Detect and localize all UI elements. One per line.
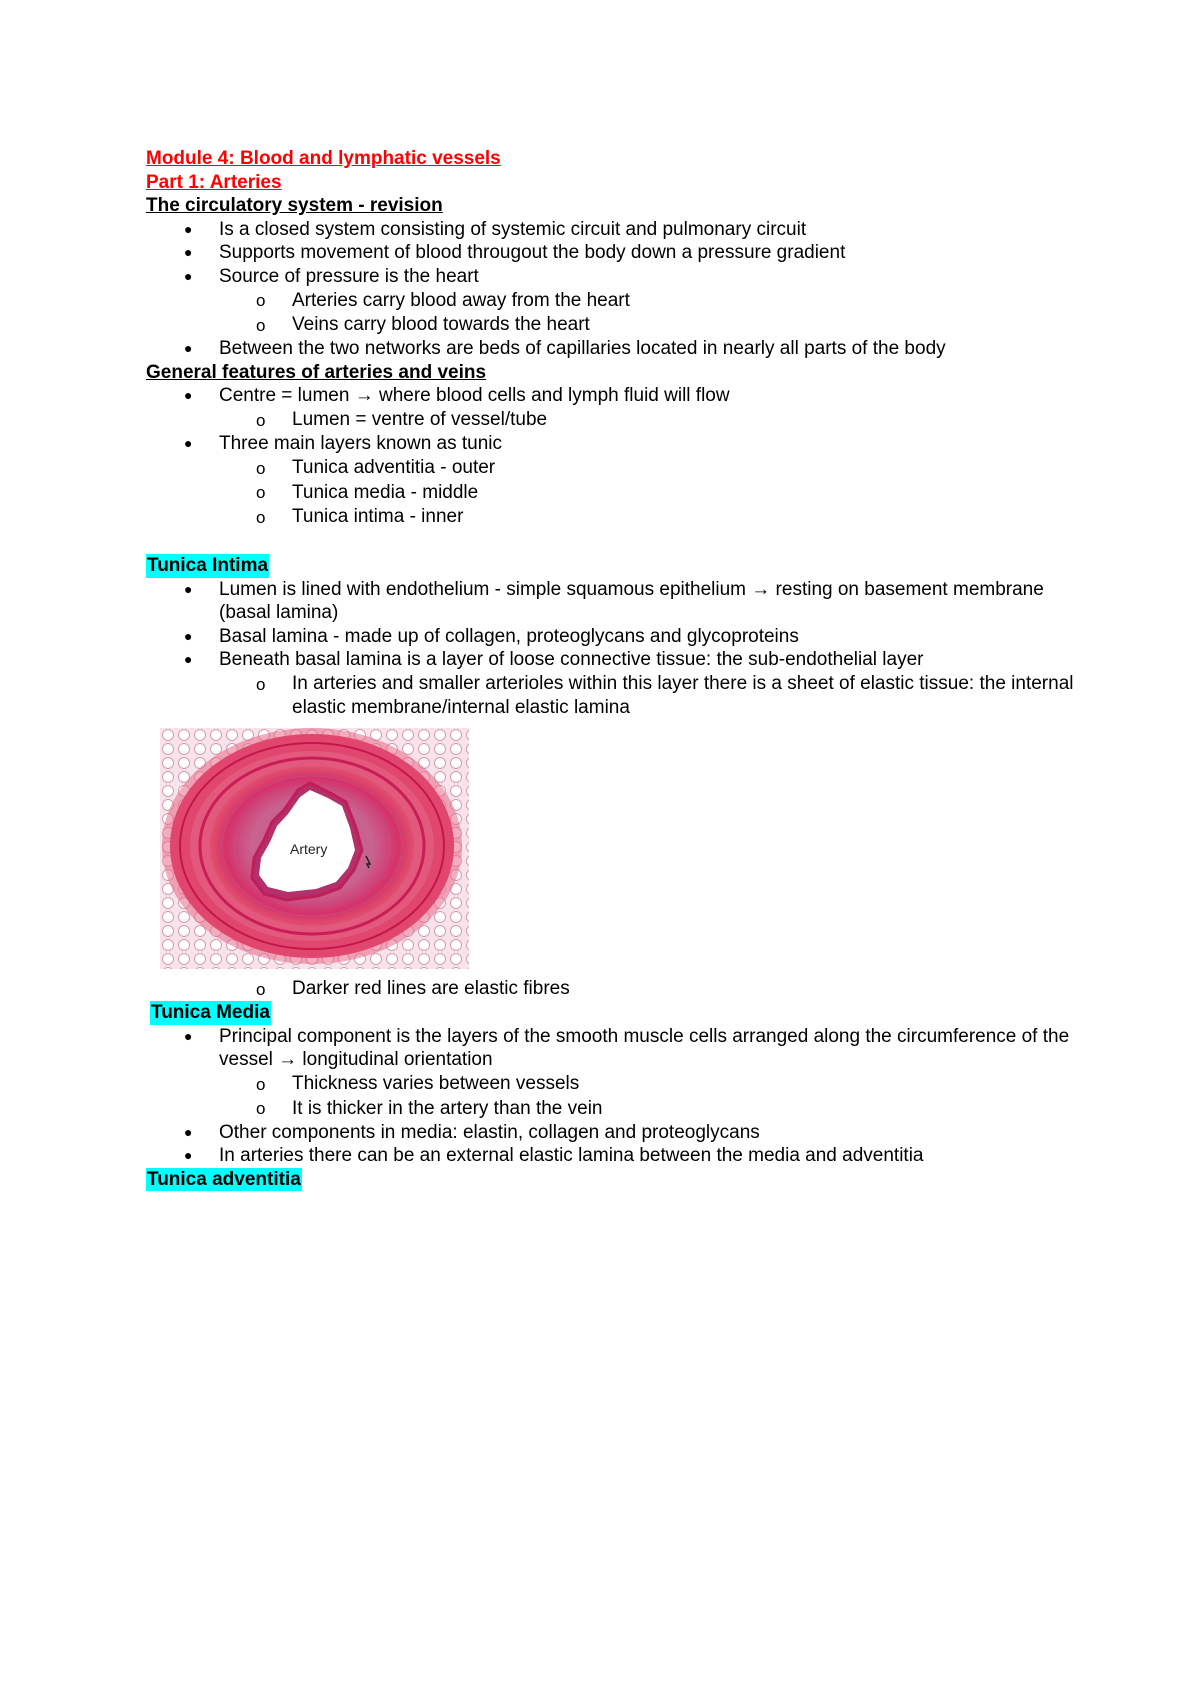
sub-bullet-list (146, 977, 1076, 1002)
list-item-text: Lumen is lined with endothelium - simple squamous epithelium → resting on basement membrane (basal lamina) (219, 578, 1044, 623)
sub-list-item (146, 505, 1076, 530)
list-item-text: Basal lamina - made up of collagen, proteoglycans and glycoproteins (219, 625, 799, 647)
bullet-icon: ● (184, 435, 193, 451)
sub-bullet-list (146, 408, 1076, 433)
circle-bullet-icon: o (256, 1099, 266, 1118)
sub-bullet-list (146, 1072, 1076, 1121)
part-title: Part 1: Arteries (146, 171, 282, 193)
sub-list-item (146, 672, 1076, 720)
circle-bullet-icon: o (256, 458, 266, 478)
list-item (146, 1121, 1076, 1145)
sub-list-item-text: Tunica intima - inner (292, 506, 464, 527)
bullet-icon: ● (184, 340, 193, 356)
figure-label: Artery (290, 840, 328, 857)
list-item (146, 218, 1076, 242)
bullet-list (146, 432, 1076, 456)
bullet-icon: ● (184, 1147, 193, 1163)
list-item (146, 337, 1076, 361)
section-heading: The circulatory system - revision (146, 195, 443, 216)
list-item-text: Three main layers known as tunic (219, 433, 503, 454)
list-item (146, 384, 1076, 408)
bullet-icon: ● (184, 627, 193, 644)
bullet-icon: ● (184, 651, 193, 667)
highlighted-heading: Tunica adventitia (147, 1168, 301, 1190)
sub-list-item-text: Thickness varies between vessels (292, 1073, 580, 1094)
bullet-list (146, 1121, 1076, 1168)
list-item (146, 1144, 1076, 1168)
circle-bullet-icon: o (256, 410, 266, 430)
blank-line (146, 529, 1076, 554)
artery-histology-image (160, 728, 469, 969)
sub-list-item (146, 288, 1076, 313)
circle-bullet-icon: o (256, 674, 266, 694)
list-item (146, 1025, 1076, 1072)
module-title: Module 4: Blood and lymphatic vessels (146, 148, 501, 169)
list-item-text: Beneath basal lamina is a layer of loose connective tissue: the sub-endothelial layer (219, 649, 924, 670)
bullet-list (146, 384, 1076, 408)
section-heading (146, 1168, 1076, 1192)
list-item-text: Other components in media: elastin, collagen and proteoglycans (219, 1121, 760, 1143)
list-item (146, 578, 1076, 625)
artery-cross-section-image (160, 728, 469, 969)
bullet-icon: ● (184, 267, 193, 284)
figure-caption: Darker red lines are elastic fibres (292, 978, 570, 999)
bullet-list (146, 337, 1076, 361)
circle-bullet-icon: o (256, 291, 266, 310)
sub-list-item (146, 480, 1076, 505)
circle-bullet-icon: o (256, 979, 266, 999)
sub-list-item-text: Veins carry blood towards the heart (292, 314, 590, 335)
list-item-text: In arteries there can be an external elastic lamina between the media and adventitia (219, 1145, 924, 1166)
list-item-text: Is a closed system consisting of systemic circuit and pulmonary circuit (219, 218, 807, 240)
list-item-text: Principal component is the layers of the smooth muscle cells arranged along the circumference of the vessel → longitudinal orientation (219, 1025, 1070, 1070)
circle-bullet-icon: o (256, 1074, 266, 1094)
list-item (146, 241, 1076, 265)
list-item (146, 432, 1076, 456)
sub-list-item (146, 977, 1076, 1002)
document-body (146, 147, 1076, 1191)
highlighted-heading: Tunica Intima (147, 555, 269, 576)
sub-list-item (146, 1096, 1076, 1121)
sub-bullet-list (146, 672, 1076, 720)
sub-list-item-text: In arteries and smaller arterioles within this layer there is a sheet of elastic tissue: the internal elastic membrane/internal elastic lamina (292, 673, 1074, 718)
sub-list-item-text: Arteries carry blood away from the heart (292, 289, 630, 311)
sub-list-item-text: Tunica adventitia - outer (292, 457, 496, 478)
circle-bullet-icon: o (256, 483, 266, 502)
list-item-text: Supports movement of blood througout the body down a pressure gradient (219, 242, 846, 263)
bullet-list (146, 218, 1076, 289)
sub-list-item-text: It is thicker in the artery than the vein (292, 1097, 603, 1119)
sub-list-item (146, 1072, 1076, 1097)
list-item-text: Source of pressure is the heart (219, 265, 479, 287)
sub-list-item (146, 408, 1076, 433)
list-item-text: Between the two networks are beds of capillaries located in nearly all parts of the body (219, 338, 946, 359)
bullet-icon: ● (184, 220, 193, 237)
section-heading: General features of arteries and veins (146, 361, 487, 383)
list-item (146, 265, 1076, 289)
bullet-list (146, 578, 1076, 672)
sub-list-item-text: Lumen = ventre of vessel/tube (292, 409, 548, 430)
section-heading (146, 1001, 1076, 1025)
bullet-icon: ● (184, 1027, 193, 1044)
sub-bullet-list (146, 288, 1076, 337)
circle-bullet-icon: o (256, 507, 266, 527)
bullet-icon: ● (184, 244, 193, 260)
sub-list-item (146, 313, 1076, 338)
sub-bullet-list (146, 456, 1076, 530)
list-item-text: Centre = lumen → where blood cells and lymph fluid will flow (219, 385, 730, 406)
list-item (146, 648, 1076, 672)
list-item (146, 625, 1076, 649)
highlighted-heading: Tunica Media (151, 1002, 270, 1023)
bullet-icon: ● (184, 387, 193, 403)
section-heading (146, 554, 1076, 578)
sub-list-item-text: Tunica media - middle (292, 481, 479, 503)
bullet-list (146, 1025, 1076, 1072)
bullet-icon: ● (184, 1123, 193, 1140)
bullet-icon: ● (184, 580, 193, 597)
circle-bullet-icon: o (256, 315, 266, 335)
sub-list-item (146, 456, 1076, 481)
